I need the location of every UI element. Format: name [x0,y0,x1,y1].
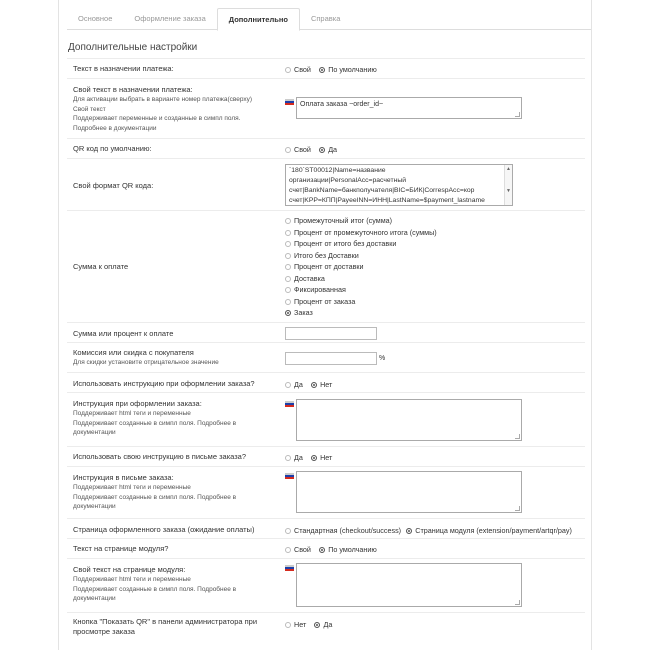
scroll-up-icon[interactable]: ▲ [506,166,511,172]
custom-payment-text-label: Свой текст в назначении платежа: [73,85,193,94]
amount-value-input[interactable] [285,327,377,340]
module-custom-text-hint-2: Поддерживает созданные в симпл поля. Подробнее в [73,585,237,593]
row-qr-default [67,138,585,158]
radio-on-icon [311,382,317,388]
radio-on-icon [319,147,325,153]
amount-option-fixed[interactable]: Фиксированная [285,285,437,294]
radio-off-icon [285,622,291,628]
use-instruction-yes-radio[interactable]: Да [285,380,303,389]
amount-option-total-no-shipping[interactable]: Итого без Доставки [285,251,437,260]
radio-off-icon [285,299,291,305]
use-email-instruction-label: Использовать свою инструкцию в письме заказа? [73,452,247,461]
resize-grip-icon[interactable] [515,112,520,117]
radio-off-icon [285,218,291,224]
row-module-custom-text [67,558,585,612]
amount-option-subtotal[interactable]: Промежуточный итог (сумма) [285,216,437,225]
module-page-text-label: Текст на странице модуля? [73,544,169,553]
payment-text-own-radio[interactable]: Свой [285,65,311,74]
settings-panel [58,0,592,650]
custom-payment-text-hint-3: Поддерживает переменные и созданные в симпл поля. [73,115,241,122]
use-instruction-no-radio[interactable]: Нет [311,380,332,389]
radio-off-icon [285,253,291,259]
resize-grip-icon[interactable] [515,434,520,439]
row-commission [67,342,585,372]
amount-option-order-percent[interactable]: Процент от заказа [285,297,437,306]
resize-grip-icon[interactable] [515,600,520,605]
amount-value-label: Сумма или процент к оплате [73,329,174,338]
row-email-instruction [67,466,585,518]
qr-format-scrollbar[interactable] [504,165,512,205]
module-custom-text-textarea[interactable] [296,563,522,607]
radio-off-icon [285,276,291,282]
qr-default-label: QR код по умолчанию: [73,144,152,153]
payment-text-label: Текст в назначении платежа: [73,64,174,73]
admin-qr-label-1: Кнопка "Показать QR" в панели администратора при [73,617,258,626]
radio-off-icon [285,287,291,293]
email-instruction-hint-3: документации [73,503,116,510]
radio-on-icon [311,455,317,461]
admin-qr-no-radio[interactable]: Нет [285,620,306,629]
amount-option-shipping[interactable]: Доставка [285,274,437,283]
use-instruction-label: Использовать инструкцию при оформлении заказа? [73,379,255,388]
tab-bar [67,8,591,30]
amount-option-subtotal-percent[interactable]: Процент от промежуточного итога (суммы) [285,228,437,237]
instruction-hint-2: Поддерживает созданные в симпл поля. Подробнее в [73,419,237,427]
email-instruction-hint-2: Поддерживает созданные в симпл поля. Подробнее в [73,493,237,501]
amount-option-total-no-shipping-percent[interactable]: Процент от итого без доставки [285,239,437,248]
commission-percent-unit: % [379,355,386,362]
radio-off-icon [285,241,291,247]
custom-payment-text-hint-2: Свой текст [73,105,106,113]
row-amount-value [67,322,585,342]
row-use-instruction [67,372,585,392]
radio-off-icon [285,264,291,270]
tab-help[interactable]: Справка [310,14,341,23]
instruction-label: Инструкция при оформлении заказа: [73,399,202,408]
resize-grip-icon[interactable] [515,506,520,511]
amount-label: Сумма к оплате [73,262,129,271]
row-success-page [67,518,585,538]
email-instruction-hint-1: Поддерживает html теги и переменные [73,484,191,491]
radio-on-icon [406,528,412,534]
email-instruction-label: Инструкция в письме заказа: [73,473,174,482]
qr-default-own-radio[interactable]: Свой [285,145,311,154]
row-admin-qr [67,612,585,646]
instruction-hint-3: документации [73,429,116,436]
radio-on-icon [319,547,325,553]
payment-text-default-radio[interactable]: По умолчанию [319,65,377,74]
module-custom-text-hint-1: Поддерживает html теги и переменные [73,576,191,583]
success-page-module-radio[interactable]: Страница модуля (extension/payment/artqr/pay) [406,526,572,535]
admin-qr-yes-radio[interactable]: Да [314,620,332,629]
ru-flag-icon [285,99,294,105]
tab-checkout[interactable]: Оформление заказа [134,14,206,23]
tab-additional[interactable]: Дополнительно [217,8,300,31]
custom-payment-text-hint-4: Подробнее в документации [73,124,157,132]
radio-off-icon [285,230,291,236]
radio-off-icon [285,67,291,73]
tab-main[interactable]: Основное [78,14,113,23]
qr-format-textarea[interactable]: `180`ST00012|Name=название организации|PersonalAcc=расчетный счет|BankName=банкполучателя|BIC=БИК|CorrespAcc=кор счет|KPP=КПП|PayeeINN=ИНН|LastName=$payment_lastname ▲ ▼ [285,164,513,206]
commission-input[interactable] [285,352,377,365]
use-email-instruction-yes-radio[interactable]: Да [285,453,303,462]
admin-qr-label-2: просмотре заказа [73,627,135,636]
row-custom-payment-text [67,78,585,138]
commission-hint: Для скидки установите отрицательное значение [73,359,219,366]
row-instruction [67,392,585,446]
row-payment-text [67,58,585,78]
success-page-standard-radio[interactable]: Стандартная (checkout/success) [285,526,401,535]
row-amount [67,210,585,322]
radio-off-icon [285,455,291,461]
custom-payment-text-hint-1: Для активации выбрать в варианте номер платежа(сверху) [73,96,253,103]
instruction-textarea[interactable] [296,399,522,441]
amount-option-order[interactable]: Заказ [285,308,437,317]
row-module-page-text [67,538,585,558]
radio-on-icon [319,67,325,73]
row-qr-format [67,158,585,210]
module-page-text-default-radio[interactable]: По умолчанию [319,545,377,554]
radio-off-icon [285,528,291,534]
ru-flag-icon [285,473,294,479]
radio-on-icon [285,310,291,316]
module-custom-text-label: Свой текст на странице модуля: [73,565,186,574]
email-instruction-textarea[interactable] [296,471,522,513]
radio-off-icon [285,382,291,388]
radio-off-icon [285,147,291,153]
radio-on-icon [314,622,320,628]
ru-flag-icon [285,565,294,571]
qr-format-label: Свой формат QR кода: [73,181,154,190]
custom-payment-text-textarea[interactable]: Оплата заказа ~order_id~ [296,97,522,119]
amount-option-shipping-percent[interactable]: Процент от доставки [285,262,437,271]
use-email-instruction-no-radio[interactable]: Нет [311,453,332,462]
section-title: Дополнительные настройки [68,42,198,53]
module-page-text-own-radio[interactable]: Свой [285,545,311,554]
module-custom-text-hint-3: документации [73,595,116,602]
radio-off-icon [285,547,291,553]
ru-flag-icon [285,401,294,407]
commission-label: Комиссия или скидка с покупателя [73,348,194,357]
scroll-down-icon[interactable]: ▼ [506,188,511,194]
instruction-hint-1: Поддерживает html теги и переменные [73,410,191,417]
row-use-email-instruction [67,446,585,466]
success-page-label: Страница оформленного заказа (ожидание оплаты) [73,525,255,534]
qr-default-yes-radio[interactable]: Да [319,145,337,154]
